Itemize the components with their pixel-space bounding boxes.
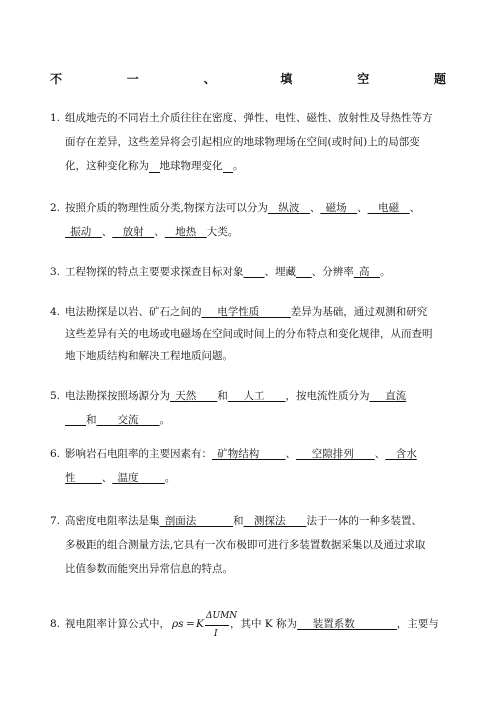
text-segment: 高密度电阻率法是集 xyxy=(65,515,160,527)
answer-blank: _天然____ xyxy=(170,390,218,402)
answer-blank: _磁场__ xyxy=(320,202,358,214)
text-segment: 、 xyxy=(154,226,165,238)
text-segment: 、埋藏 xyxy=(264,266,296,278)
question-number: 3. xyxy=(50,266,61,278)
answer-blank: ___直流 xyxy=(369,390,407,402)
question-line xyxy=(65,468,175,489)
question-line xyxy=(65,324,433,345)
answer-blank: ____ xyxy=(243,266,265,278)
text-segment: 工程物探的特点主要要求探查目标对象 xyxy=(65,266,244,278)
text-segment: 电法勘探是以岩、矿石之间的 xyxy=(65,306,202,318)
heading-char: 空 xyxy=(357,72,370,86)
text-segment: 按照介质的物理性质分类,物探方法可以分为 xyxy=(65,202,268,214)
answer-blank: __测探法____ xyxy=(243,515,307,527)
text-segment: 和 xyxy=(233,515,244,527)
question-line xyxy=(65,410,170,431)
answer-blank: _剖面法_______ xyxy=(159,515,233,527)
question-number: 7. xyxy=(50,515,61,527)
text-segment: 比值参数而能突出异常信息的特点。 xyxy=(65,563,233,575)
text-segment: ，其中 K 称为 xyxy=(230,618,298,630)
text-segment: 法于一体的一种多装置、 xyxy=(306,515,422,527)
text-segment: 。 xyxy=(380,266,391,278)
text-segment: 、 xyxy=(309,202,321,214)
answer-blank: ___电学性质______ xyxy=(201,306,291,318)
text-segment: 和 xyxy=(86,414,97,426)
text-segment: ，按电流性质分为 xyxy=(285,390,370,402)
answer-blank: __地热__ xyxy=(164,226,207,238)
question-line xyxy=(65,511,422,532)
heading-char: 不 xyxy=(50,72,63,86)
answer-blank: 性_____ xyxy=(65,472,102,484)
text-segment: ，主要与 xyxy=(396,618,439,630)
question-number: 2. xyxy=(50,202,61,214)
resistivity-formula xyxy=(170,611,238,639)
text-segment: 、 xyxy=(101,472,113,484)
text-segment: 电法勘探按照场源分为 xyxy=(65,390,170,402)
question-number: 1. xyxy=(50,112,61,124)
question-number: 6. xyxy=(50,448,61,460)
answer-blank: __电磁__ xyxy=(367,202,410,214)
text-segment: 多极距的组合测量方法,它具有一次布极即可进行多装置数据采集以及通过求取 xyxy=(65,539,426,551)
question-line xyxy=(65,444,417,465)
text-segment: 、 xyxy=(101,226,113,238)
heading-char: 、 xyxy=(203,72,216,86)
section-heading xyxy=(50,70,446,87)
text-segment: 化，这种变化称为 xyxy=(65,160,149,172)
question-line xyxy=(65,302,427,323)
text-segment: 组成地壳的不同岩土介质往往在密度、弹性、电性、磁性、放射性及导热性等方 xyxy=(65,112,433,124)
text-segment: 、分辨率 xyxy=(311,266,354,278)
answer-blank: _矿物结构_____ xyxy=(212,448,286,460)
question-line xyxy=(65,346,233,367)
text-segment: 、 xyxy=(409,202,421,214)
question-line xyxy=(65,535,425,556)
formula-k: K xyxy=(196,618,204,630)
formula-denominator: I xyxy=(214,629,218,639)
formula-equals: = xyxy=(186,618,195,630)
question-line xyxy=(65,198,420,219)
question-line xyxy=(65,386,406,407)
question-line xyxy=(65,611,439,639)
text-segment: 面存在差异，这些差异将会引起相应的地球物理场在空间(或时间)上的局部变 xyxy=(65,136,420,148)
text-segment: 和 xyxy=(217,390,228,402)
text-segment: 影响岩石电阻率的主要因素有： xyxy=(65,448,212,460)
answer-blank: ___人工____ xyxy=(227,390,286,402)
text-segment: 。 xyxy=(159,414,170,426)
text-segment: 、 xyxy=(285,448,296,460)
answer-blank: _高__ xyxy=(353,266,380,278)
text-segment: 视电阻率计算公式中， xyxy=(65,618,170,630)
text-segment: 、 xyxy=(374,448,386,460)
text-segment: 。 xyxy=(233,160,244,172)
text-segment: 这些差异有关的电场或电磁场在空间或时间上的分布特点和变化规律，从而查明 xyxy=(65,328,433,340)
question-line xyxy=(65,156,244,177)
answer-blank: ___装置系数________ xyxy=(297,618,397,630)
answer-blank: ____ xyxy=(65,414,86,426)
text-segment: 差异为基础，通过观测和研究 xyxy=(290,306,428,318)
question-number: 4. xyxy=(50,306,61,318)
answer-text: 地球物理变化 xyxy=(159,160,223,172)
answer-blank: _振动__ xyxy=(65,226,102,238)
answer-blank xyxy=(149,160,160,173)
answer-blank: __放射__ xyxy=(112,226,155,238)
question-line xyxy=(65,222,238,243)
question-line xyxy=(65,262,391,283)
formula-rho: ρs xyxy=(172,618,184,630)
formula-numerator: ΔUMN xyxy=(206,611,238,621)
answer-blank: _温度_____ xyxy=(112,472,165,484)
answer-blank: ___空隙排列____ xyxy=(296,448,375,460)
question-line xyxy=(65,108,433,129)
answer-blank: __含水 xyxy=(385,448,417,460)
heading-char: 填 xyxy=(280,72,293,86)
text-segment: 。 xyxy=(164,472,176,484)
answer-blank: __纵波__ xyxy=(267,202,310,214)
heading-char: 一 xyxy=(126,72,139,86)
heading-char: 题 xyxy=(433,72,446,86)
answer-blank: ____交流____ xyxy=(96,414,160,426)
question-number: 5. xyxy=(50,390,61,402)
question-line xyxy=(65,132,420,153)
question-number: 8. xyxy=(50,618,61,630)
text-segment: 大类。 xyxy=(206,226,239,238)
question-line xyxy=(65,559,233,580)
text-segment: 地下地质结构和解决工程地质问题。 xyxy=(65,350,233,362)
answer-blank xyxy=(223,160,234,173)
text-segment: 、 xyxy=(357,202,368,214)
answer-blank: ___ xyxy=(296,266,312,278)
